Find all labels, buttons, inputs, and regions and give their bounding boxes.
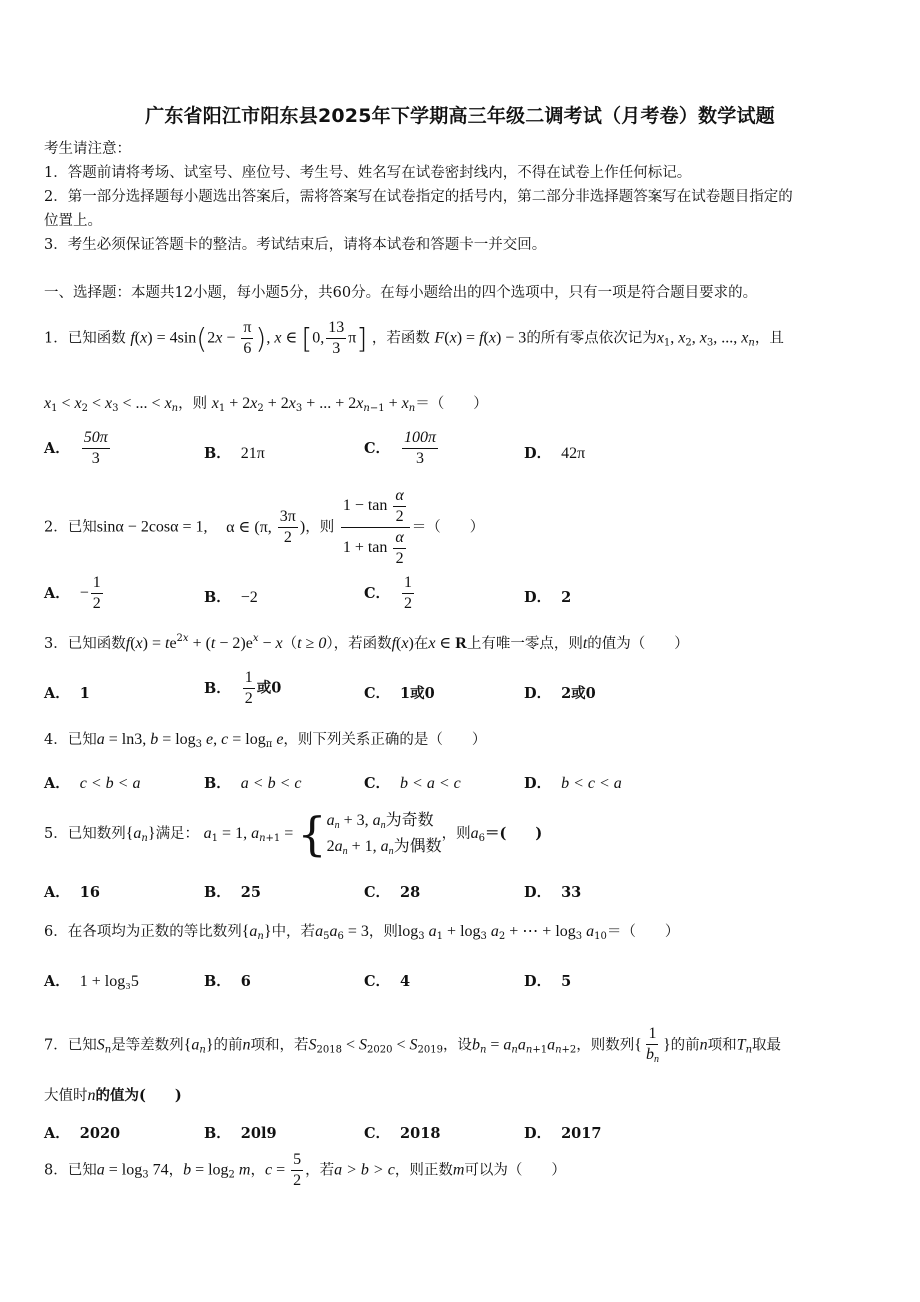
- notice-item: 3．考生必须保证答题卡的整洁。考试结束后，请将本试卷和答题卡一并交回。: [44, 237, 547, 253]
- question-4: 4．已知a = ln3, $b = \log_3 e$, $c = \log_\pi e$，则下列关系正确的是（ ）: [44, 731, 487, 750]
- q8-text: 8．已知: [44, 1162, 97, 1179]
- question-1-line2: $x_1 < x_2 < x_3$ < ... < $x_n$，则 $x_1 + 2x_2 + 2x_3$ + ... + $2x_{n-1} + x_n=$（ ）: [44, 395, 488, 414]
- q2-expr: sinα − 2cosα = 1,: [96, 518, 208, 536]
- q5-case2: 为偶数: [393, 838, 442, 855]
- q5-text: 5．已知数列: [44, 826, 126, 842]
- q7-text: 项和: [707, 1037, 737, 1054]
- q6-option-b[interactable]: B． 6: [204, 973, 251, 990]
- q3-cond: t ≥ 0: [297, 635, 327, 652]
- q5-case1: 为奇数: [385, 812, 434, 829]
- question-2: 2．已知sinα − 2cosα = 1, α ∈ (π, $\frac{3\pi}{2}$ )，则 1 − tan $\frac{\alpha}{2}$ 1 + tan $\frac{\alpha}{2}$ ＝（ ）: [44, 487, 485, 567]
- q5-option-b[interactable]: B． 25: [204, 884, 261, 901]
- question-8: 8．已知$a = \log_3 74$，$b = \log_2 m$，c = $\frac{5}{2}$ ，若a > b > c，则正数m可以为（ ）: [44, 1151, 566, 1189]
- q8-text: 可以为（ ）: [464, 1162, 566, 1179]
- q7-text: 取最: [752, 1037, 782, 1054]
- notice-heading: 考生请注意：: [44, 141, 131, 157]
- q5-text: 满足：: [155, 826, 200, 842]
- section-heading: 一、选择题：本题共12小题，每小题5分，共60分。在每小题给出的四个选项中，只有一项是符合题目要求的。: [44, 285, 758, 301]
- q3-option-b[interactable]: B． $\frac{1}{2}$ 或0: [204, 669, 282, 707]
- q4-text: ，则下列关系正确的是（ ）: [283, 732, 487, 748]
- q5-option-d[interactable]: D． 33: [524, 884, 582, 901]
- q1-text: ，若函数: [371, 330, 430, 347]
- q6-option-c[interactable]: C． 4: [364, 973, 411, 990]
- notice-item: 1．答题前请将考场、试室号、座位号、考生号、姓名写在试卷密封线内，不得在试卷上作任何标记。: [44, 165, 692, 181]
- q4-text: 4．已知: [44, 732, 97, 748]
- q6-text: ＝（ ）: [606, 924, 680, 940]
- q7-text: 项和，若: [250, 1037, 309, 1054]
- q7-option-a[interactable]: A． 2020: [44, 1125, 121, 1142]
- q3-option-c[interactable]: C． 1或0: [364, 685, 435, 702]
- q8-text: ，: [168, 1162, 184, 1179]
- q6-text: ，则: [368, 924, 398, 940]
- q1-option-b[interactable]: B． 21π: [204, 445, 265, 462]
- q3-text: ），若函数: [326, 636, 392, 652]
- q3-text: 的值为（ ）: [587, 636, 689, 652]
- q5-option-a[interactable]: A． 16: [44, 884, 100, 901]
- q1-stem: 1．已知函数: [44, 330, 126, 347]
- q3-text: （: [282, 636, 298, 652]
- q6-text: 中，若: [271, 924, 316, 940]
- q6-option-a[interactable]: A． 1 + log₃5: [44, 973, 139, 990]
- q4-option-c[interactable]: C． b < a < c: [364, 775, 461, 792]
- q7-option-d[interactable]: D． 2017: [524, 1125, 602, 1142]
- q7-text: ，则数列: [576, 1037, 635, 1054]
- q2-option-d[interactable]: D． 2: [524, 589, 572, 606]
- q6-option-d[interactable]: D． 5: [524, 973, 572, 990]
- q3-text: 在: [413, 636, 429, 652]
- q7-text: 的前: [670, 1037, 700, 1054]
- q7-text: 大值时: [44, 1088, 88, 1104]
- q2-option-c[interactable]: C． $\frac{1}{2}$: [364, 574, 413, 612]
- q1-text: ，且: [754, 330, 784, 347]
- notice-item: 2．第一部分选择题每小题选出答案后，需将答案写在试卷指定的括号内，第二部分非选择题答案写在试卷题目指定的: [44, 189, 793, 205]
- q1-text: ＝（ ）: [415, 396, 488, 412]
- q4-option-d[interactable]: D． b < c < a: [524, 775, 622, 792]
- question-6: 6．在各项均为正数的等比数列$\{a_n\}$中，若$a_5a_6 = 3$，则$\log_3 a_1 + \log_3 a_2$ + ⋯ + $\log_3 a_{10}=$（ ）: [44, 923, 680, 942]
- q3-option-d[interactable]: D． 2或0: [524, 685, 596, 702]
- q7-text: 的前: [213, 1037, 243, 1054]
- q3-text: 上有唯一零点，则: [466, 636, 583, 652]
- q1-option-d[interactable]: D． 42π: [524, 445, 586, 462]
- q5-text: ＝( ): [485, 825, 543, 842]
- q2-text: ，则: [305, 519, 335, 536]
- q2-stem: 2．已知: [44, 519, 97, 536]
- q2-range: α ∈ (π,: [226, 518, 276, 536]
- question-3: 3．已知函数$f(x) = te^{2x} + (t - 2)e^x - x(t \ge 0)$，若函数f(x)在x ∈ R上有唯一零点，则t的值为（ ）: [44, 633, 689, 652]
- question-7-line2: 大值时n的值为( ): [44, 1087, 182, 1104]
- q4-option-b[interactable]: B． a < b < c: [204, 775, 302, 792]
- q8-text: ，若: [305, 1162, 335, 1179]
- q7-text: ，设: [442, 1037, 472, 1054]
- question-7: 7．已知$S_n$是等差数列$\{a_n\}$的前n项和，若$S_{2018} < S_{2020} < S_{2019}$，设$b_n = a_na_{n+1}a_{n+2}$，则数列{ $\frac{1}{b_n}$ }的前n项和$T_n$取最: [44, 1025, 782, 1065]
- q1-option-a[interactable]: A． $\frac{50\pi}{3}$: [44, 429, 108, 467]
- q5-option-c[interactable]: C． 28: [364, 884, 421, 901]
- q8-text: ，: [250, 1162, 265, 1179]
- q5-text: ，则: [441, 826, 471, 842]
- question-1: 1．已知函数 f(x) = 4sin(2x − $\frac{\pi}{6}$ ), x ∈ [0, $\frac{13}{3}$ π] ，若函数 F(x) = f(x) − 3的所有零点依次记为$x_1$, $x_2$, $x_3$, ..., $x_n$，且: [44, 319, 784, 357]
- q7-text: 7．已知: [44, 1037, 97, 1054]
- q2-option-a[interactable]: A． − $\frac{1}{2}$: [44, 574, 101, 612]
- q1-option-c[interactable]: C． $\frac{100\pi}{3}$: [364, 429, 437, 467]
- question-5: 5．已知数列$\{a_n\}$满足： $a_1 = 1$, $a_{n+1}$ = { $a_n + 3$, $a_n$为奇数 $2a_n + 1$, $a_n$为偶数 ，则$a_6=$( ): [44, 807, 543, 861]
- q2-text: ＝（ ）: [411, 519, 485, 536]
- q6-text: 6．在各项均为正数的等比数列: [44, 924, 242, 940]
- q1-text: ，则: [178, 396, 208, 412]
- notice-item: 位置上。: [44, 213, 102, 229]
- q1-text: 的所有零点依次记为: [526, 330, 657, 347]
- q2-option-b[interactable]: B． −2: [204, 589, 258, 606]
- q8-text: ，则正数: [394, 1162, 453, 1179]
- q3-option-a[interactable]: A． 1: [44, 685, 90, 702]
- q7-option-b[interactable]: B． 20l9: [204, 1125, 277, 1142]
- q7-text: 的值为( ): [95, 1087, 182, 1104]
- q7-text: 是等差数列: [111, 1037, 184, 1054]
- q7-option-c[interactable]: C． 2018: [364, 1125, 441, 1142]
- page-title: 广东省阳江市阳东县2025年下学期高三年级二调考试（月考卷）数学试题: [145, 105, 775, 127]
- q4-option-a[interactable]: A． c < b < a: [44, 775, 141, 792]
- q3-text: 3．已知函数: [44, 636, 126, 652]
